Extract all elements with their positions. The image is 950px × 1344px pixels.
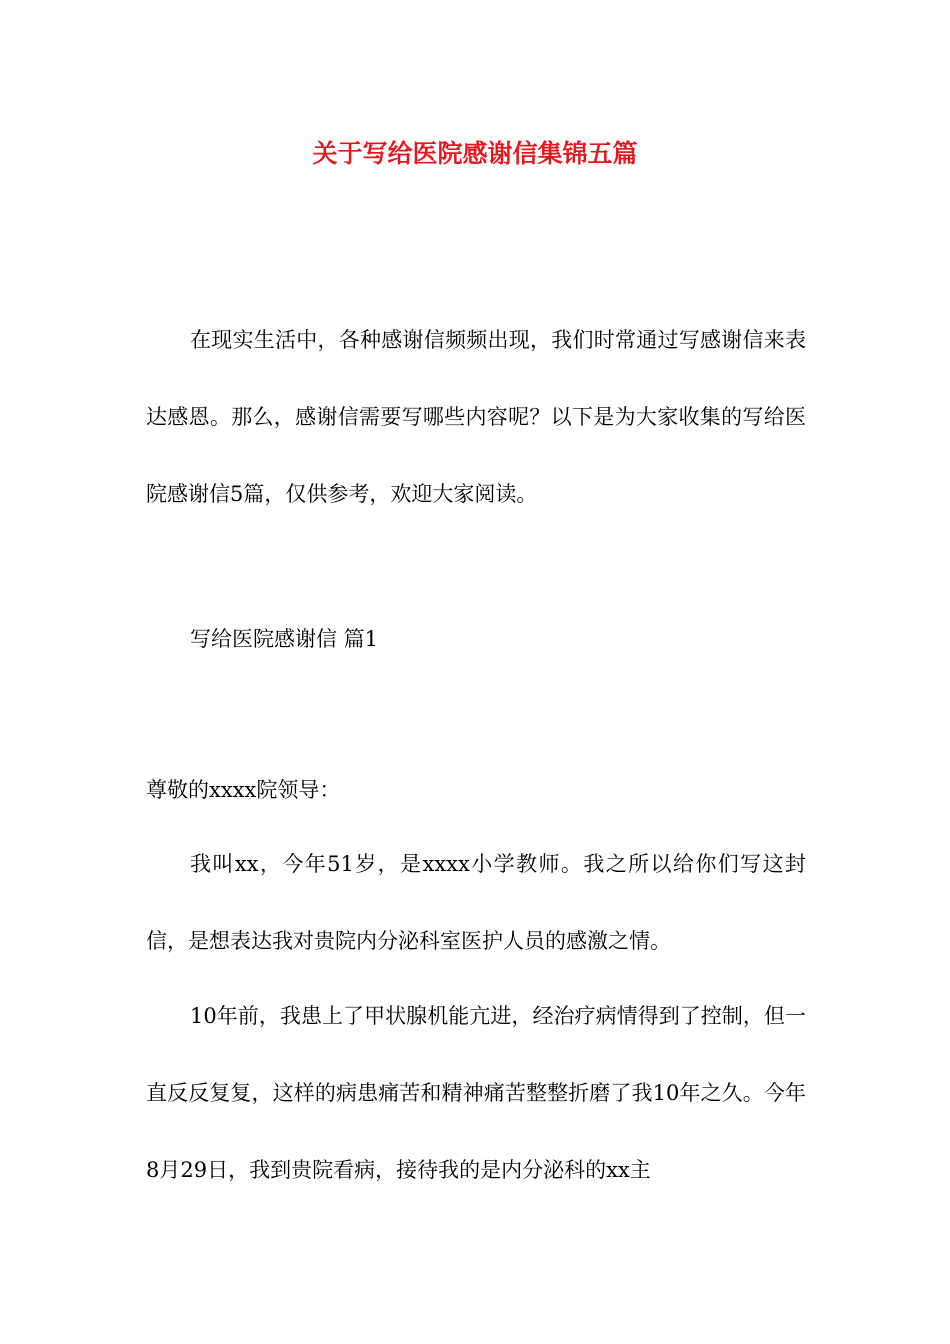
document-title: 关于写给医院感谢信集锦五篇 xyxy=(312,139,638,168)
body-paragraph-2: 10年前，我患上了甲状腺机能亢进，经治疗病情得到了控制，但一直反反复复，这样的病患痛苦和精神痛苦整整折磨了我10年之久。今年8月29日，我到贵院看病，接待我的是内分泌科的xx主 xyxy=(146,1004,806,1182)
section-heading: 写给医院感谢信 篇1 xyxy=(190,627,379,651)
salutation: 尊敬的xxxx院领导： xyxy=(146,778,341,802)
body-paragraph-1: 我叫xx，今年51岁，是xxxx小学教师。我之所以给你们写这封信，是想表达我对贵院内分泌科室医护人员的感激之情。 xyxy=(146,852,806,953)
intro-paragraph: 在现实生活中，各种感谢信频频出现，我们时常通过写感谢信来表达感恩。那么，感谢信需要写哪些内容呢？以下是为大家收集的写给医院感谢信5篇，仅供参考，欢迎大家阅读。 xyxy=(146,328,806,506)
